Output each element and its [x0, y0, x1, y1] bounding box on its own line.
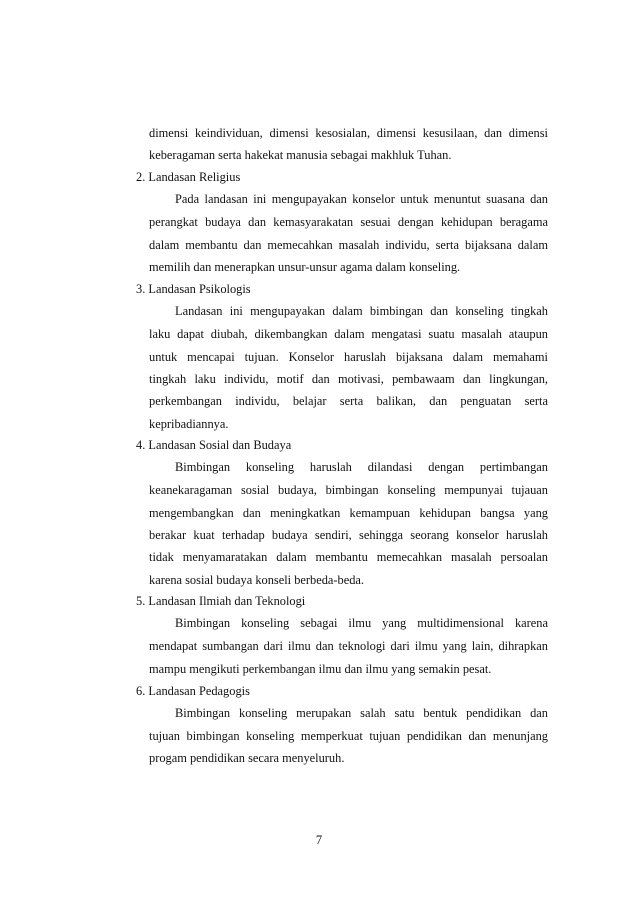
body-text-line: keberagaman serta hakekat manusia sebagai makhluk Tuhan.	[149, 148, 452, 162]
section-heading: 6. Landasan Pedagogis	[136, 684, 250, 698]
body-text-line: laku dapat diubah, dikembangkan dalam mengatasi suatu masalah ataupun	[149, 327, 548, 341]
body-text-line: Pada landasan ini mengupayakan konselor untuk menuntut suasana dan	[175, 192, 548, 206]
body-text-line: progam pendidikan secara menyeluruh.	[149, 751, 345, 765]
body-text-line: karena sosial budaya konseli berbeda-beda.	[149, 573, 365, 587]
body-text-line: mengembangkan dan meningkatkan kemampuan kehidupan bangsa yang	[149, 506, 548, 520]
body-text-line: dalam membantu dan memecahkan masalah individu, serta bijaksana dalam	[149, 238, 548, 252]
body-text-line: mendapat sumbangan dari ilmu dan teknologi dari ilmu yang lain, dihrapkan	[149, 639, 548, 653]
section-heading: 5. Landasan Ilmiah dan Teknologi	[136, 594, 306, 608]
body-text-line: kepribadiannya.	[149, 417, 229, 431]
section-heading: 3. Landasan Psikologis	[136, 282, 251, 296]
body-text-line: tingkah laku individu, motif dan motivasi, pembawaam dan lingkungan,	[149, 372, 548, 386]
section-heading: 2. Landasan Religius	[136, 170, 241, 184]
body-text-line: perangkat budaya dan kemasyarakatan sesuai dengan kehidupan beragama	[149, 215, 548, 229]
body-text-line: Bimbingan konseling haruslah dilandasi dengan pertimbangan	[175, 460, 548, 474]
body-text-line: Bimbingan konseling sebagai ilmu yang multidimensional karena	[175, 616, 548, 630]
section-heading: 4. Landasan Sosial dan Budaya	[136, 438, 292, 452]
body-text-line: tidak menyamaratakan dalam membantu memecahkan masalah persoalan	[149, 550, 548, 564]
body-text-line: Landasan ini mengupayakan dalam bimbingan dan konseling tingkah	[175, 304, 548, 318]
body-text-line: Bimbingan konseling merupakan salah satu bentuk pendidikan dan	[175, 706, 548, 720]
body-text-line: berakar kuat terhadap budaya sendiri, sehingga seorang konselor haruslah	[149, 528, 548, 542]
body-text-line: keanekaragaman sosial budaya, bimbingan konseling mempunyai tujauan	[149, 483, 548, 497]
body-text-line: memilih dan menerapkan unsur-unsur agama dalam konseling.	[149, 260, 461, 274]
page-number: 7	[315, 833, 323, 847]
body-text-line: dimensi keindividuan, dimensi kesosialan, dimensi kesusilaan, dan dimensi	[149, 126, 548, 140]
body-text-line: tujuan bimbingan konseling memperkuat tujuan pendidikan dan menunjang	[149, 729, 548, 743]
body-text-line: untuk mencapai tujuan. Konselor haruslah bijaksana dalam memahami	[149, 350, 548, 364]
body-text-line: perkembangan individu, belajar serta balikan, dan penguatan serta	[149, 394, 548, 408]
body-text-line: mampu mengikuti perkembangan ilmu dan ilmu yang semakin pesat.	[149, 662, 492, 676]
